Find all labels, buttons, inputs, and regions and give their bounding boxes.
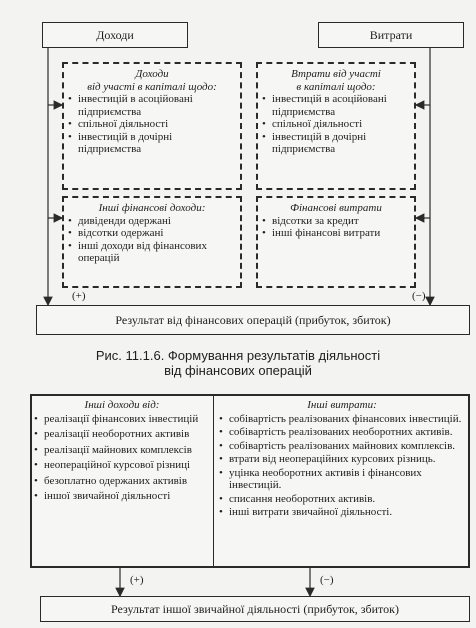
other-financial-income-title: Інші фінансові доходи: <box>98 202 206 214</box>
expense-participation-list <box>262 93 410 156</box>
minus-sign: (−) <box>320 574 334 586</box>
list-item: • неопераційної курсової різниці <box>34 459 210 472</box>
other-income-title: Інші доходи від: <box>84 399 160 411</box>
list-item: • іншої звичайної діяльності <box>34 490 210 503</box>
list-item: • інвестицій в дочірні підприємства <box>68 131 236 156</box>
financial-expenses-list <box>262 215 410 240</box>
list-item: • інші витрати звичайної діяльності. <box>219 506 465 519</box>
expense-header-box <box>318 22 464 48</box>
list-item: • реалізації фінансових інвестицій <box>34 413 210 426</box>
other-financial-income-box <box>62 196 242 288</box>
income-header-box <box>42 22 188 48</box>
expense-participation-title: Втрати від участі <box>291 68 381 80</box>
income-participation-title: Доходи <box>135 68 169 80</box>
expense-header: Витрати <box>369 28 413 42</box>
list-item: • собівартість реалізованих фінансових інвестицій. <box>219 413 465 426</box>
other-income-column <box>34 399 210 503</box>
income-participation-subtitle: від участі в капіталі щодо: <box>87 80 217 93</box>
list-item: • дивіденди одержані <box>68 215 236 228</box>
column-divider <box>213 396 214 566</box>
list-item: • спільної діяльності <box>68 118 236 131</box>
list-item: • інвестицій в дочірні підприємства <box>262 131 410 156</box>
list-item: • відсотки за кредит <box>262 215 410 228</box>
other-expenses-title: Інші витрати: <box>307 399 377 411</box>
financial-result: Результат від фінансових операцій (прибуток, збиток) <box>115 313 391 327</box>
income-participation-list <box>68 93 236 156</box>
plus-sign: (+) <box>72 290 86 302</box>
other-activity-result: Результат іншої звичайної діяльності (прибуток, збиток) <box>111 602 399 616</box>
minus-sign: (−) <box>412 290 426 302</box>
other-financial-income-list <box>68 215 236 265</box>
figure-caption-line2: від фінансових операцій <box>164 363 312 378</box>
other-expenses-list <box>219 413 465 519</box>
list-item: • інші доходи від фінансових операцій <box>68 240 236 265</box>
financial-result-box <box>36 305 470 335</box>
list-item: • уцінка необоротних активів і фінансових інвестицій. <box>219 467 465 492</box>
list-item: • втрати від неопераційних курсових різниць. <box>219 453 465 466</box>
income-header: Доходи <box>96 28 134 42</box>
financial-expenses-box <box>256 196 416 288</box>
list-item: • безоплатно одержаних активів <box>34 475 210 488</box>
list-item: • собівартість реалізованих майнових комплексів. <box>219 440 465 453</box>
expense-participation-box <box>256 62 416 190</box>
other-activity-result-box <box>40 596 470 622</box>
financial-expenses-title: Фінансові витрати <box>290 202 382 214</box>
figure-caption-line1: Рис. 11.1.6. Формування результатів діяльності <box>95 348 381 363</box>
income-participation-box <box>62 62 242 190</box>
list-item: • списання необоротних активів. <box>219 493 465 506</box>
other-activity-table <box>30 394 470 568</box>
list-item: • собівартість реалізованих необоротних активів. <box>219 426 465 439</box>
list-item: • реалізації необоротних активів <box>34 428 210 441</box>
plus-sign: (+) <box>130 574 144 586</box>
list-item: • інвестицій в асоційовані підприємства <box>262 93 410 118</box>
expense-participation-subtitle: в капіталі щодо: <box>296 80 376 93</box>
other-expenses-column <box>219 399 465 519</box>
list-item: • спільної діяльності <box>262 118 410 131</box>
other-income-list <box>34 413 210 503</box>
list-item: • інвестицій в асоційовані підприємства <box>68 93 236 118</box>
list-item: • відсотки одержані <box>68 227 236 240</box>
list-item: • реалізації майнових комплексів <box>34 444 210 457</box>
list-item: • інші фінансові витрати <box>262 227 410 240</box>
